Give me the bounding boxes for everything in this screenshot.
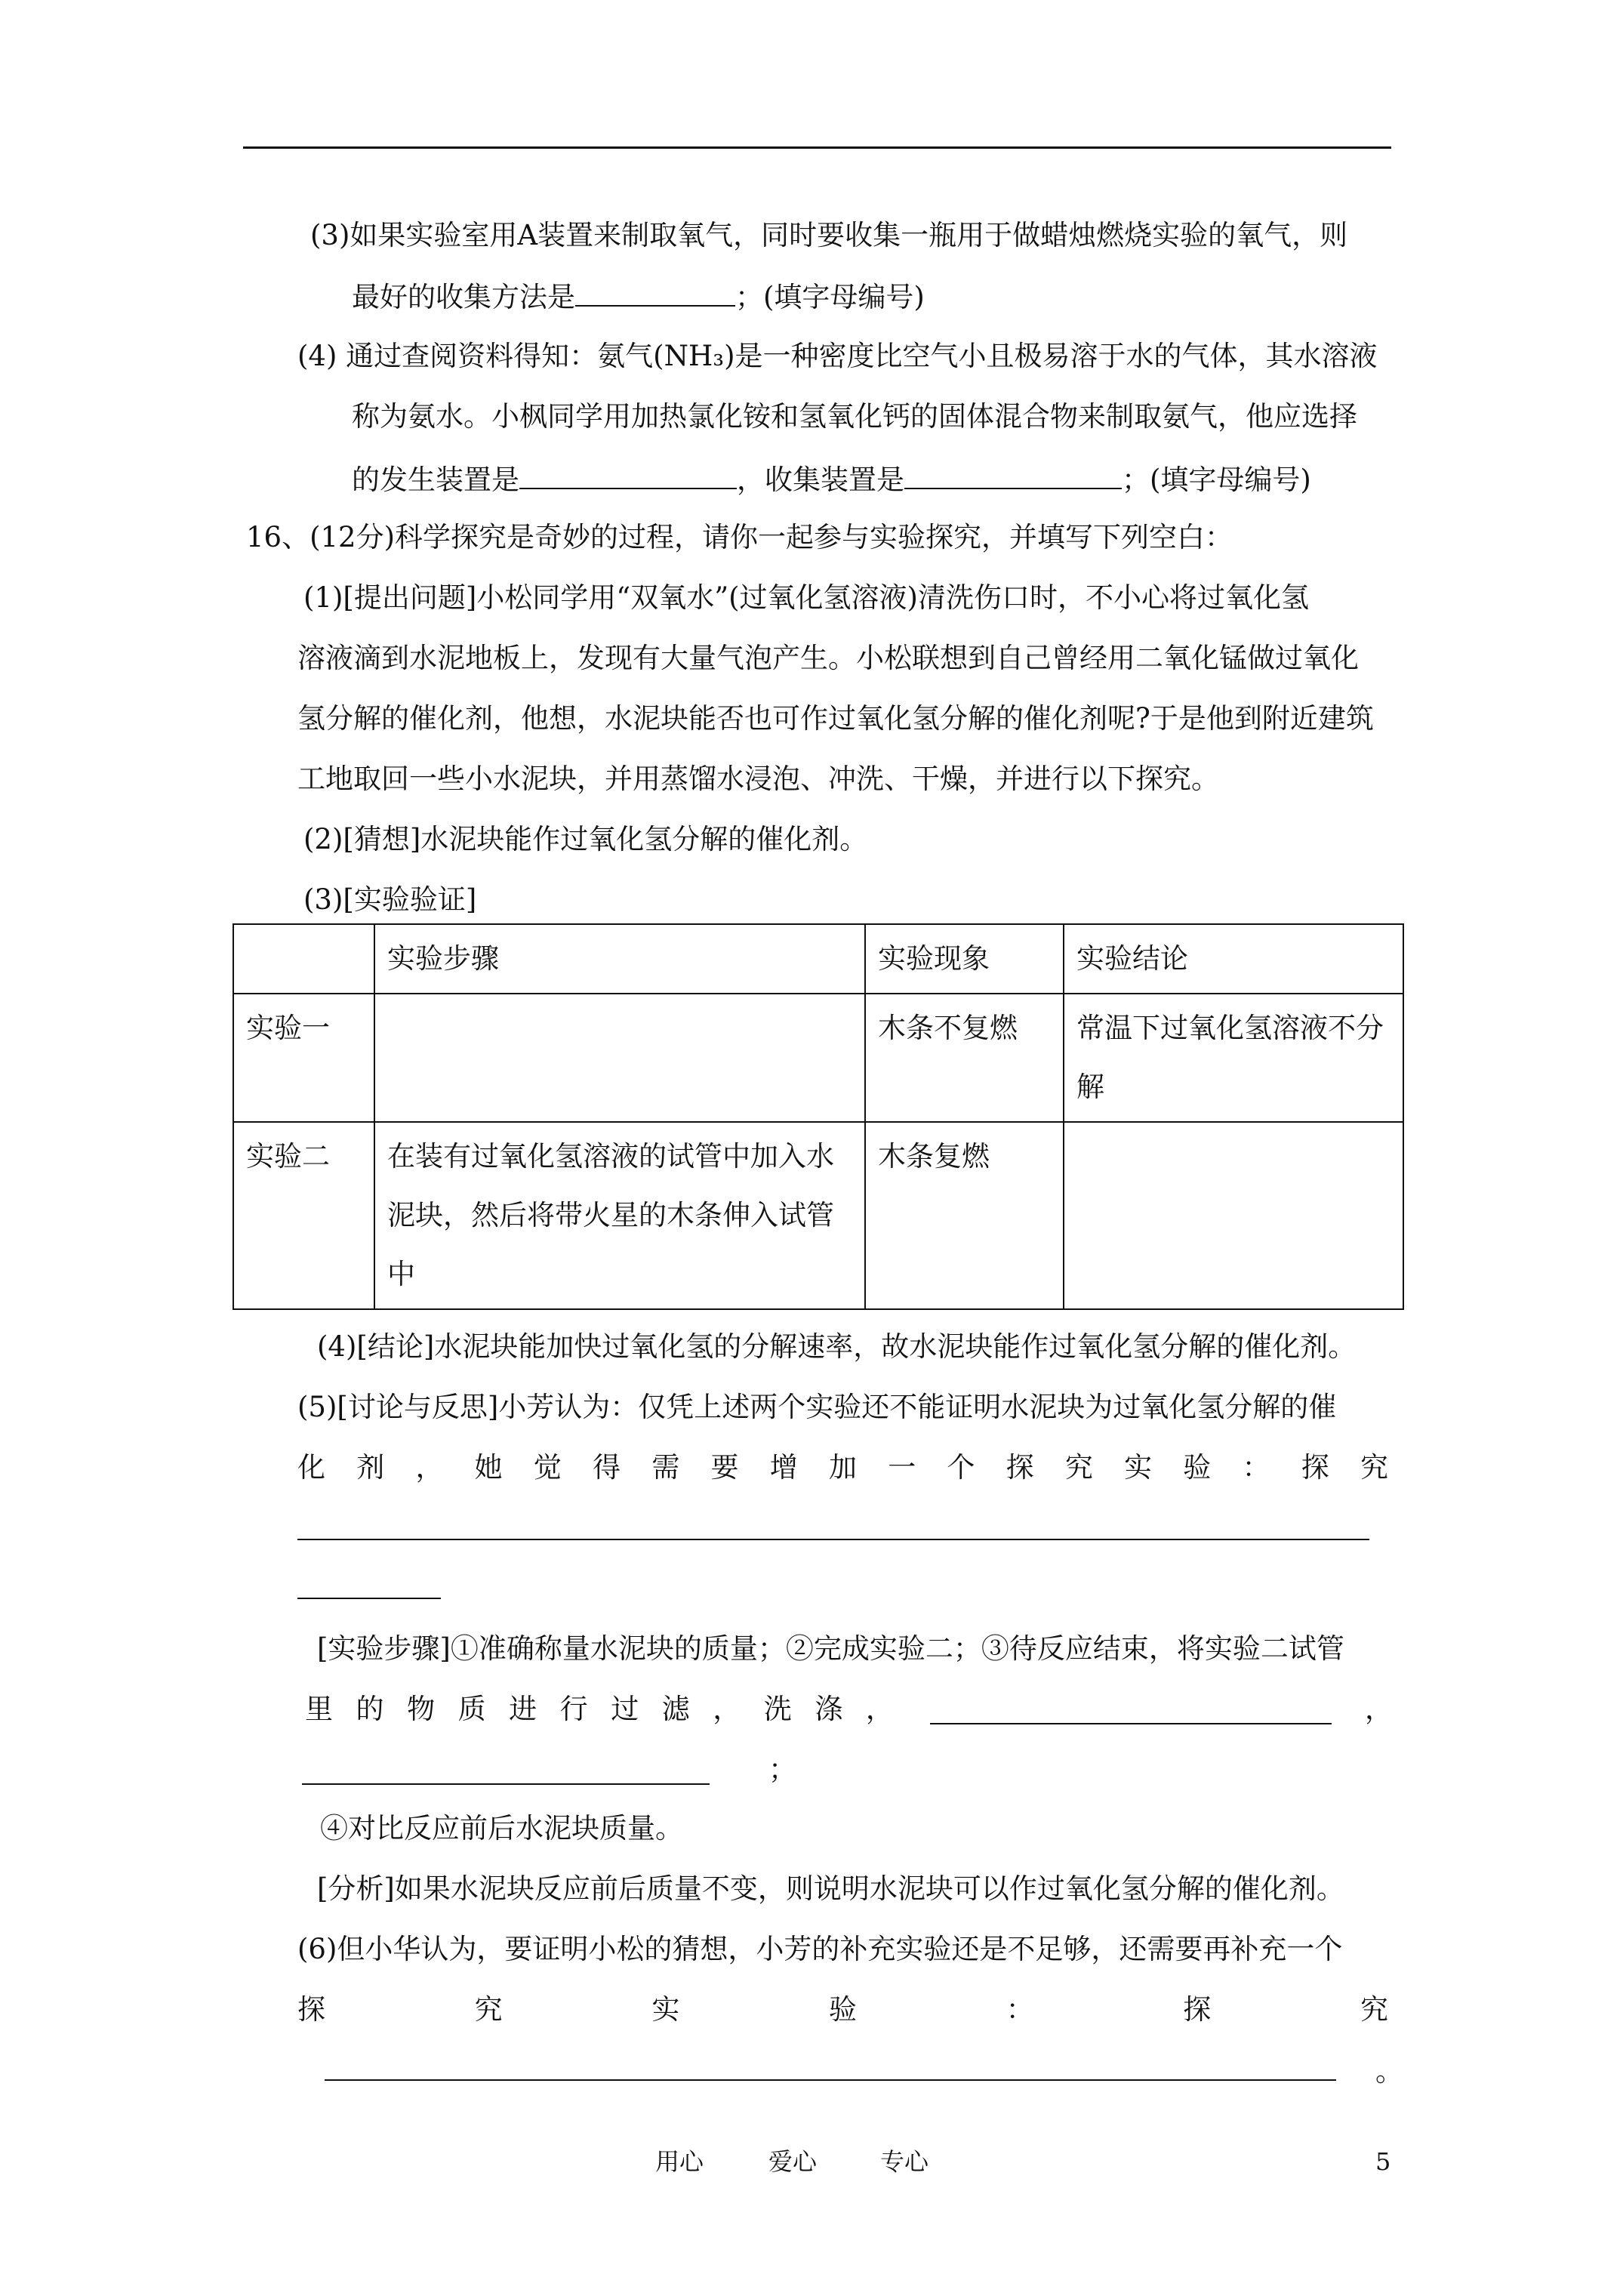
answer-blank[interactable]	[904, 461, 1122, 489]
table-cell: 木条复燃	[865, 1122, 1064, 1309]
table-cell: 常温下过氧化氢溶液不分解	[1064, 994, 1403, 1122]
footer-motto-2: 爱心	[768, 2147, 818, 2176]
q15-part4-line1: (4) 通过查阅资料得知：氨气(NH₃)是一种密度比空气小且极易溶于水的气体，其水溶液	[297, 340, 1378, 372]
table-cell: 在装有过氧化氢溶液的试管中加入水泥块，然后将带火星的木条伸入试管中	[374, 1122, 865, 1309]
q16-s6-end: 。	[1375, 2055, 1403, 2088]
q16-s1-line4: 工地取回一些小水泥块，并用蒸馏水浸泡、冲洗、干燥，并进行以下探究。	[297, 763, 1219, 795]
table-cell-answer[interactable]	[1064, 1122, 1403, 1309]
table-header-cell: 实验现象	[865, 924, 1064, 994]
q15-part4-label-b: ，收集装置是	[737, 464, 904, 496]
q16-s2: (2)[猜想]水泥块能作过氧化氢分解的催化剂。	[303, 823, 868, 855]
q15-part3-label: 最好的收集方法是	[352, 281, 575, 313]
table-cell: 木条不复燃	[865, 994, 1064, 1122]
q16-s3: (3)[实验验证]	[303, 883, 477, 916]
q15-part3-line2	[352, 278, 925, 314]
q16-s4: (4)[结论]水泥块能加快过氧化氢的分解速率，故水泥块能作过氧化氢分解的催化剂。	[317, 1330, 1357, 1363]
q16-steps-line4: ④对比反应前后水泥块质量。	[320, 1812, 683, 1845]
q16-steps-line1: [实验步骤]①准确称量水泥块的质量；②完成实验二；③待反应结束，将实验二试管	[317, 1632, 1344, 1665]
q16-analysis: [分析]如果水泥块反应前后质量不变，则说明水泥块可以作过氧化氢分解的催化剂。	[317, 1872, 1344, 1905]
q16-s5-line1: (5)[讨论与反思]小芳认为：仅凭上述两个实验还不能证明水泥块为过氧化氢分解的催	[297, 1391, 1337, 1423]
q15-part4-line2: 称为氨水。小枫同学用加热氯化铵和氢氧化钙的固体混合物来制取氨气，他应选择	[352, 400, 1357, 433]
q16-s5-line2: 化 剂 ， 她 觉 得 需 要 增 加 一 个 探 究 实 验 ： 探 究	[297, 1451, 1388, 1484]
footer-motto-1: 用心	[655, 2147, 704, 2176]
table-cell: 实验二	[233, 1122, 374, 1309]
table-row	[233, 994, 1403, 1122]
q15-part4-label-a: 的发生装置是	[352, 464, 519, 496]
table-cell-answer[interactable]	[374, 994, 865, 1122]
q15-part4-label-c: ；(填字母编号)	[1122, 464, 1311, 496]
answer-line[interactable]	[297, 1598, 441, 1599]
q15-part3-line1: (3)如果实验室用A装置来制取氧气，同时要收集一瓶用于做蜡烛燃烧实验的氧气，则	[310, 219, 1348, 251]
answer-blank[interactable]	[575, 278, 735, 307]
table-header-cell: 实验结论	[1064, 924, 1403, 994]
experiment-table	[233, 923, 1404, 1310]
q16-s6-line1: (6)但小华认为，要证明小松的猜想，小芳的补充实验还是不足够，还需要再补充一个	[297, 1933, 1343, 1965]
q16-s6-line2: 探 究 实 验 ： 探 究	[297, 1993, 1388, 2026]
table-header-cell	[233, 924, 374, 994]
q16-s1-line3: 氢分解的催化剂，他想，水泥块能否也可作过氧化氢分解的催化剂呢?于是他到附近建筑	[297, 702, 1374, 735]
table-cell: 实验一	[233, 994, 374, 1122]
answer-blank[interactable]	[519, 461, 737, 489]
table-header-cell: 实验步骤	[374, 924, 865, 994]
table-row	[233, 1122, 1403, 1309]
q15-part4-line3	[352, 461, 1311, 497]
header-rule	[243, 146, 1391, 149]
q16-steps-line3-end: ；	[768, 1753, 796, 1786]
answer-line[interactable]	[930, 1723, 1332, 1724]
answer-line[interactable]	[325, 2079, 1336, 2081]
q16-heading: 16、(12分)科学探究是奇妙的过程，请你一起参与实验探究，并填写下列空白：	[246, 521, 1233, 553]
table-header-row	[233, 924, 1403, 994]
answer-line[interactable]	[302, 1783, 710, 1785]
page-number: 5	[1375, 2147, 1391, 2176]
footer-motto-3: 专心	[880, 2147, 929, 2176]
q16-s1-line1: (1)[提出问题]小松同学用“双氧水”(过氧化氢溶液)清洗伤口时，不小心将过氧化氢	[303, 581, 1309, 614]
q16-s1-line2: 溶液滴到水泥地板上，发现有大量气泡产生。小松联想到自己曾经用二氧化锰做过氧化	[297, 642, 1359, 674]
q15-part3-tail: ；(填字母编号)	[735, 281, 925, 313]
answer-line[interactable]	[297, 1539, 1369, 1540]
